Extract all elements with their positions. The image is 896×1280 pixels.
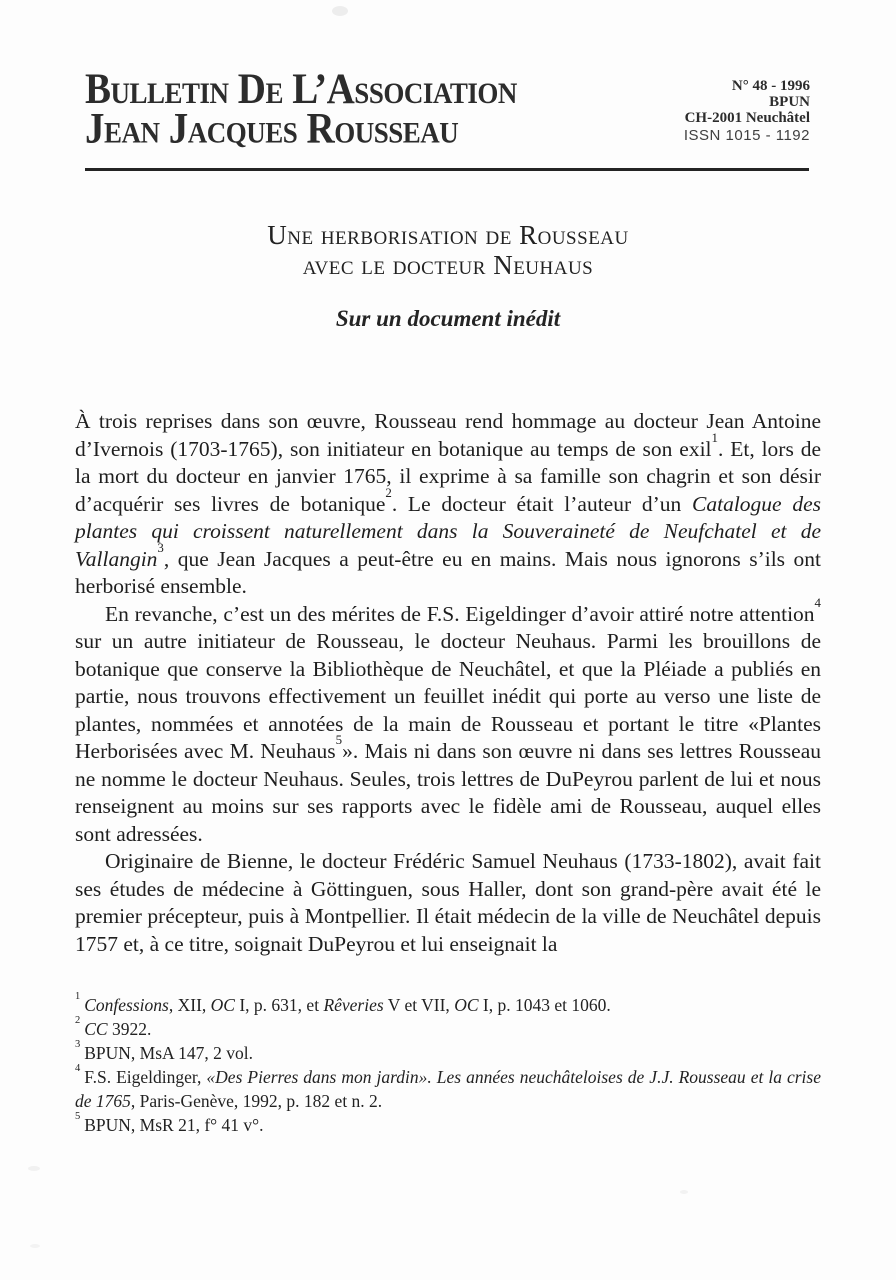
footnote-marker: 5 (75, 1111, 81, 1123)
journal-title-line2: Jean Jacques Rousseau (85, 105, 459, 153)
footnote (75, 993, 821, 1017)
scan-artifact (30, 1244, 40, 1248)
text-segment: , XII, (168, 995, 211, 1015)
text-segment: V et VII, (383, 995, 455, 1015)
masthead-rule (85, 168, 809, 171)
text-segment: BPUN, MsA 147, 2 vol. (84, 1043, 253, 1063)
footnote-ref: 1 (711, 430, 718, 445)
footnote (75, 1113, 821, 1137)
text-segment: , Paris-Genève, 1992, p. 182 et n. 2. (130, 1091, 383, 1111)
scan-artifact (680, 1190, 688, 1194)
footnote-marker: 2 (75, 1015, 81, 1027)
article-title (0, 220, 896, 280)
scan-artifact (28, 1166, 40, 1171)
text-segment: 3922. (107, 1019, 152, 1039)
body-paragraph (75, 595, 821, 849)
article-body (75, 408, 821, 958)
body-paragraph (75, 848, 821, 958)
text-segment: OC (454, 995, 479, 1015)
text-segment: , que Jean Jacques a peut-être eu en mains. Mais nous ignorons s’ils ont herborisé ensemble. (75, 546, 821, 598)
footnote-ref: 3 (157, 540, 164, 555)
text-segment: ». Mais ni dans son œuvre ni dans ses lettres Rousseau ne nomme le docteur Neuhaus. Seules, trois lettres de DuPeyrou parlent de lui et nous renseignent au moins sur ses rapports avec le fidèle ami de Rousseau, auquel elles sont adressées. (75, 739, 821, 846)
article-subtitle: Sur un document inédit (335, 306, 561, 331)
footnote-ref: 2 (385, 485, 392, 500)
footnote-ref: 4 (814, 595, 821, 610)
footnote-marker: 3 (75, 1039, 81, 1051)
library-code: BPUN (769, 94, 810, 110)
text-segment: OC (210, 995, 235, 1015)
text-segment: Confessions (84, 995, 169, 1015)
footnote (75, 1017, 821, 1041)
footnotes (75, 993, 821, 1137)
text-segment: À trois reprises dans son œuvre, Rousseau rend hommage au docteur Jean Antoine d’Ivernois (1703-1765), son initiateur en botanique au temps de son exil (75, 409, 821, 461)
journal-title-line1: Bulletin De L’Association (85, 65, 517, 113)
text-segment: Rêveries (323, 995, 384, 1015)
text-segment: Originaire de Bienne, le docteur Frédéric Samuel Neuhaus (1733-1802), avait fait ses études de médecine à Göttinguen, sous Haller, dont son grand-père avait été le premier précepteur, puis à Montpellier. Il était médecin de la ville de Neuchâtel depuis 1757 et, à ce titre, soignait DuPeyrou et lui enseignait la (75, 849, 821, 956)
issue-number: N° 48 - 1996 (731, 78, 810, 94)
text-segment: . Et, lors de la mort du docteur en janvier 1765, il exprime à sa famille son chagrin et son désir d’acquérir ses livres de botanique (75, 436, 821, 516)
footnote-ref: 5 (335, 733, 343, 748)
text-segment: «Des Pierres dans mon jardin». Les années neuchâteloises de J.J. Rousseau et la crise de 1765 (75, 1067, 821, 1111)
text-segment: I, p. 1043 et 1060. (478, 995, 611, 1015)
text-segment: sur un autre initiateur de Rousseau, le docteur Neuhaus. Parmi les brouillons de botanique que conserve la Bibliothèque de Neuchâtel, et que la Pléiade a publiés en partie, nous trouvons effectivement un feuillet inédit qui porte au verso une liste de plantes, nommées et annotées de la main de Rousseau et portant le titre «Plantes Herborisées avec M. Neuhaus (75, 629, 821, 763)
text-segment: Catalogue des plantes qui croissent naturellement dans la Souveraineté de Neufchatel et de Vallangin (75, 491, 821, 571)
issue-info-block (684, 70, 810, 144)
article-title-line2: avec le docteur Neuhaus (302, 250, 594, 280)
footnote-marker: 1 (75, 991, 81, 1003)
text-segment: En revanche, c’est un des mérites de F.S. Eigeldinger d’avoir attiré notre attention (105, 601, 815, 626)
masthead (85, 65, 810, 153)
article-title-line1: Une herborisation de Rousseau (267, 220, 629, 250)
issn-number: ISSN 1015 - 1192 (683, 127, 810, 144)
footnote-marker: 4 (75, 1063, 81, 1075)
text-segment: BPUN, MsR 21, f° 41 v°. (84, 1115, 264, 1135)
text-segment: . Le docteur était l’auteur d’un (391, 491, 693, 516)
body-paragraph (75, 408, 821, 601)
journal-title (85, 65, 517, 153)
scan-artifact (332, 6, 348, 16)
text-segment: CC (84, 1019, 108, 1039)
footnote (75, 1065, 821, 1113)
footnote (75, 1041, 821, 1065)
text-segment: I, p. 631, et (234, 995, 324, 1015)
publisher-address: CH-2001 Neuchâtel (684, 110, 810, 126)
text-segment: F.S. Eigeldinger, (84, 1067, 207, 1087)
